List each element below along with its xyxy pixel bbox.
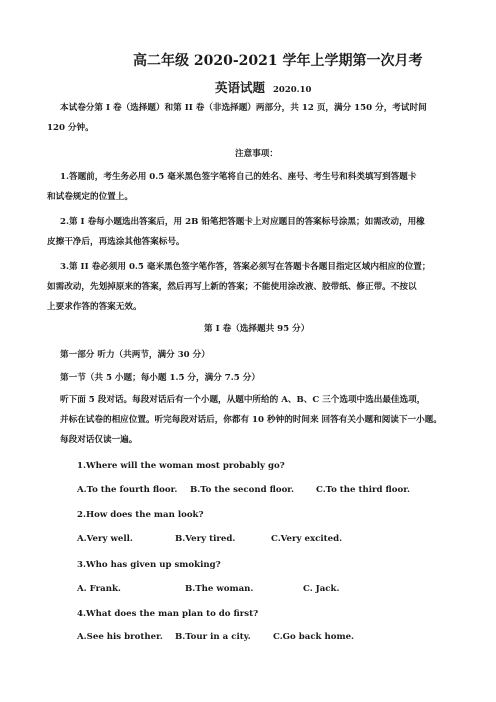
question-1: 1.Where will the woman most probably go? [77,461,285,471]
notes-title: 注意事项： [235,149,278,159]
exam-subtitle: 英语试题 [215,80,266,95]
note-2-line-2: 皮擦干净后，再选涂其他答案标号。 [47,237,185,247]
question-1-option-a: A.To the fourth floor. [77,485,178,495]
note-1-line-2: 和试卷规定的位置上。 [47,192,133,202]
volume-title: 第 I 卷（选择题共 95 分） [204,324,310,334]
question-3-option-c: C. Jack. [303,584,340,594]
note-1-line-1: 1.答题前，考生务必用 0.5 毫米黑色签字笔将自己的姓名、座号、考生号和科类填写到答题卡 [60,172,417,182]
question-1-option-b: B.To the second floor. [190,485,295,495]
subtitle-row [215,80,311,96]
question-2-option-c: C.Very excited. [271,534,343,544]
part-title: 第一部分 听力（共两节，满分 30 分） [60,350,210,360]
instructions-line-3: 每段对话仅读一遍。 [60,435,138,445]
intro-line-1: 本试卷分第 I 卷（选择题）和第 II 卷（非选择题）两部分，共 12 页，满分 150 分，考试时间 [60,103,427,113]
question-4-option-a: A.See his brother. [77,632,163,642]
exam-title: 高二年级 2020-2021 学年上学期第一次月考 [133,53,423,69]
note-3-line-3: 上要求作答的答案无效。 [47,302,142,312]
instructions-line-1: 听下面 5 段对话。每段对话后有一个小题，从题中所给的 A、B、C 三个选项中选出最佳选项， [60,395,426,405]
sub-section-title: 第一节（共 5 小题；每小题 1.5 分，满分 7.5 分） [60,373,260,383]
question-2: 2.How does the man look? [77,510,204,520]
intro-line-2: 120 分钟。 [47,123,94,133]
instructions-line-2: 并标在试卷的相应位置。听完每段对话后，你都有 10 秒钟的时间来 回答有关小题和阅读下一小题。 [60,415,442,425]
exam-date: 2020.10 [273,85,312,95]
question-2-option-a: A.Very well. [77,534,133,544]
question-2-option-b: B.Very tired. [175,534,236,544]
question-3: 3.Who has given up smoking? [77,560,221,570]
note-2-line-1: 2.第 I 卷每小题选出答案后，用 2B 铅笔把答题卡上对应题目的答案标号涂黑；如需改动，用橡 [60,217,425,227]
question-3-option-b: B.The woman. [185,584,254,594]
question-4-option-c: C.Go back home. [273,632,355,642]
question-4-option-b: B.Tour in a city. [175,632,251,642]
question-3-option-a: A. Frank. [77,584,121,594]
note-3-line-2: 如需改动，先划掉原来的答案，然后再写上新的答案；不能使用涂改液、胶带纸、修正带。不按以 [47,282,417,292]
question-4: 4.What does the man plan to do first? [77,609,259,619]
question-1-option-c: C.To the third floor. [316,485,410,495]
note-3-line-1: 3.第 II 卷必须用 0.5 毫米黑色签字笔作答，答案必须写在答题卡各题目指定区域内相应的位置； [60,262,431,272]
